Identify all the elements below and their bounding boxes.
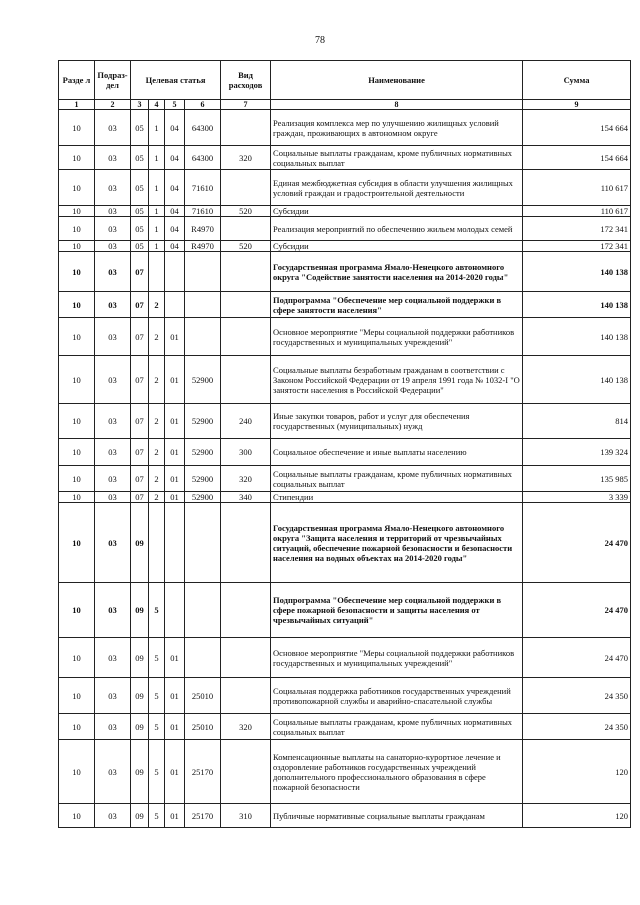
cell-activity: 01 xyxy=(165,492,185,503)
cell-podrazdel: 03 xyxy=(95,740,131,804)
cell-expense-type: 240 xyxy=(221,404,271,439)
cell-razdel: 10 xyxy=(59,714,95,740)
cell-program: 05 xyxy=(131,170,149,206)
cell-name: Социальные выплаты гражданам, кроме публичных нормативных социальных выплат xyxy=(271,466,523,492)
budget-table xyxy=(58,60,631,828)
cell-direction: R4970 xyxy=(185,241,221,252)
cell-name: Социальные выплаты гражданам, кроме публичных нормативных социальных выплат xyxy=(271,714,523,740)
cell-podrazdel: 03 xyxy=(95,638,131,678)
table-row xyxy=(59,170,631,206)
cell-expense-type xyxy=(221,583,271,638)
header-razdel: Разде л xyxy=(59,61,95,100)
cell-subprogram: 1 xyxy=(149,206,165,217)
cell-sum: 814 xyxy=(523,404,631,439)
cell-program: 07 xyxy=(131,318,149,356)
cell-program: 07 xyxy=(131,356,149,404)
cell-sum: 24 470 xyxy=(523,503,631,583)
cell-activity: 01 xyxy=(165,678,185,714)
cell-name: Реализация мероприятий по обеспечению жильем молодых семей xyxy=(271,217,523,241)
cell-expense-type: 300 xyxy=(221,439,271,466)
table-header-row xyxy=(59,61,631,100)
cell-razdel: 10 xyxy=(59,466,95,492)
table-row xyxy=(59,241,631,252)
cell-activity: 01 xyxy=(165,740,185,804)
cell-sum: 24 470 xyxy=(523,583,631,638)
table-row xyxy=(59,492,631,503)
header-vid: Вид расходов xyxy=(221,61,271,100)
cell-expense-type xyxy=(221,356,271,404)
col-number: 4 xyxy=(149,100,165,110)
cell-sum: 172 341 xyxy=(523,241,631,252)
cell-podrazdel: 03 xyxy=(95,110,131,146)
cell-razdel: 10 xyxy=(59,217,95,241)
cell-name: Государственная программа Ямало-Ненецкого автономного округа "Защита населения и территорий от чрезвычайных ситуаций, обеспечение пожарной безопасности и безопасности населения на водных объектах на 2014-2020 годы" xyxy=(271,503,523,583)
cell-sum: 140 138 xyxy=(523,318,631,356)
table-row xyxy=(59,740,631,804)
cell-expense-type: 520 xyxy=(221,206,271,217)
cell-sum: 120 xyxy=(523,740,631,804)
cell-subprogram: 2 xyxy=(149,356,165,404)
cell-podrazdel: 03 xyxy=(95,804,131,828)
cell-direction: 64300 xyxy=(185,110,221,146)
cell-program: 09 xyxy=(131,503,149,583)
cell-name: Социальные выплаты безработным гражданам в соответствии с Законом Российской Федерации от 19 апреля 1991 года № 1032-I "О занятости населения в Российской Федерации" xyxy=(271,356,523,404)
cell-name: Социальная поддержка работников государственных учреждений противопожарной службы и аварийно-спасательной службы xyxy=(271,678,523,714)
cell-sum: 139 324 xyxy=(523,439,631,466)
table-row xyxy=(59,804,631,828)
cell-program: 05 xyxy=(131,241,149,252)
cell-subprogram: 5 xyxy=(149,714,165,740)
cell-activity: 01 xyxy=(165,638,185,678)
cell-program: 05 xyxy=(131,110,149,146)
cell-name: Субсидии xyxy=(271,241,523,252)
cell-podrazdel: 03 xyxy=(95,146,131,170)
cell-direction: 52900 xyxy=(185,404,221,439)
cell-expense-type xyxy=(221,292,271,318)
cell-direction xyxy=(185,503,221,583)
cell-activity: 01 xyxy=(165,466,185,492)
cell-razdel: 10 xyxy=(59,404,95,439)
cell-razdel: 10 xyxy=(59,356,95,404)
cell-subprogram: 5 xyxy=(149,740,165,804)
table-body xyxy=(59,110,631,828)
cell-name: Основное мероприятие "Меры социальной поддержки работников государственных и муниципальных учреждений" xyxy=(271,638,523,678)
cell-sum: 120 xyxy=(523,804,631,828)
table-row xyxy=(59,583,631,638)
cell-direction xyxy=(185,583,221,638)
col-number: 6 xyxy=(185,100,221,110)
cell-name: Подпрограмма "Обеспечение мер социальной поддержки в сфере пожарной безопасности и защиты населения от чрезвычайных ситуаций" xyxy=(271,583,523,638)
cell-name: Основное мероприятие "Меры социальной поддержки работников государственных и муниципальных учреждений" xyxy=(271,318,523,356)
cell-expense-type: 310 xyxy=(221,804,271,828)
header-sum: Сумма xyxy=(523,61,631,100)
cell-razdel: 10 xyxy=(59,804,95,828)
cell-podrazdel: 03 xyxy=(95,356,131,404)
cell-name: Социальное обеспечение и иные выплаты населению xyxy=(271,439,523,466)
cell-expense-type xyxy=(221,318,271,356)
cell-razdel: 10 xyxy=(59,146,95,170)
table-row xyxy=(59,638,631,678)
cell-program: 05 xyxy=(131,217,149,241)
cell-podrazdel: 03 xyxy=(95,439,131,466)
cell-sum: 24 350 xyxy=(523,678,631,714)
cell-program: 09 xyxy=(131,638,149,678)
cell-name: Субсидии xyxy=(271,206,523,217)
cell-program: 07 xyxy=(131,252,149,292)
cell-direction: 71610 xyxy=(185,170,221,206)
cell-subprogram: 1 xyxy=(149,217,165,241)
cell-direction xyxy=(185,252,221,292)
cell-razdel: 10 xyxy=(59,252,95,292)
cell-expense-type xyxy=(221,503,271,583)
col-number: 3 xyxy=(131,100,149,110)
cell-podrazdel: 03 xyxy=(95,492,131,503)
cell-expense-type: 340 xyxy=(221,492,271,503)
table-row xyxy=(59,110,631,146)
cell-activity: 04 xyxy=(165,170,185,206)
cell-direction: 25010 xyxy=(185,678,221,714)
column-number-row xyxy=(59,100,631,110)
cell-razdel: 10 xyxy=(59,110,95,146)
cell-direction: 25010 xyxy=(185,714,221,740)
cell-subprogram: 2 xyxy=(149,439,165,466)
cell-subprogram: 2 xyxy=(149,292,165,318)
cell-podrazdel: 03 xyxy=(95,206,131,217)
cell-expense-type: 320 xyxy=(221,714,271,740)
cell-direction: 52900 xyxy=(185,466,221,492)
cell-direction xyxy=(185,318,221,356)
cell-direction: 25170 xyxy=(185,804,221,828)
cell-subprogram: 1 xyxy=(149,110,165,146)
cell-name: Публичные нормативные социальные выплаты гражданам xyxy=(271,804,523,828)
cell-razdel: 10 xyxy=(59,678,95,714)
cell-activity: 04 xyxy=(165,241,185,252)
col-number: 8 xyxy=(271,100,523,110)
cell-razdel: 10 xyxy=(59,206,95,217)
cell-podrazdel: 03 xyxy=(95,170,131,206)
cell-podrazdel: 03 xyxy=(95,678,131,714)
cell-sum: 24 470 xyxy=(523,638,631,678)
cell-razdel: 10 xyxy=(59,740,95,804)
table-row xyxy=(59,714,631,740)
cell-podrazdel: 03 xyxy=(95,404,131,439)
cell-expense-type xyxy=(221,678,271,714)
cell-subprogram: 2 xyxy=(149,466,165,492)
cell-program: 09 xyxy=(131,804,149,828)
cell-name: Реализация комплекса мер по улучшению жилищных условий граждан, проживающих в автономном округе xyxy=(271,110,523,146)
cell-program: 07 xyxy=(131,439,149,466)
col-number: 5 xyxy=(165,100,185,110)
cell-podrazdel: 03 xyxy=(95,252,131,292)
cell-name: Стипендии xyxy=(271,492,523,503)
cell-name: Иные закупки товаров, работ и услуг для обеспечения государственных (муниципальных) нужд xyxy=(271,404,523,439)
cell-subprogram: 5 xyxy=(149,678,165,714)
cell-direction: 25170 xyxy=(185,740,221,804)
cell-name: Социальные выплаты гражданам, кроме публичных нормативных социальных выплат xyxy=(271,146,523,170)
table-row xyxy=(59,678,631,714)
table-row xyxy=(59,318,631,356)
cell-subprogram: 1 xyxy=(149,170,165,206)
cell-activity: 01 xyxy=(165,404,185,439)
cell-subprogram xyxy=(149,252,165,292)
cell-razdel: 10 xyxy=(59,492,95,503)
cell-direction xyxy=(185,292,221,318)
cell-direction: 52900 xyxy=(185,492,221,503)
cell-name: Компенсационные выплаты на санаторно-курортное лечение и оздоровление работников государственных учреждений дополнительного профессионального образования в сфере пожарной безопасности xyxy=(271,740,523,804)
table-row xyxy=(59,439,631,466)
cell-sum: 3 339 xyxy=(523,492,631,503)
cell-podrazdel: 03 xyxy=(95,318,131,356)
cell-expense-type xyxy=(221,170,271,206)
cell-expense-type: 520 xyxy=(221,241,271,252)
cell-sum: 135 985 xyxy=(523,466,631,492)
cell-sum: 154 664 xyxy=(523,146,631,170)
cell-program: 05 xyxy=(131,206,149,217)
cell-razdel: 10 xyxy=(59,318,95,356)
table-row xyxy=(59,466,631,492)
cell-expense-type: 320 xyxy=(221,146,271,170)
col-number: 7 xyxy=(221,100,271,110)
cell-activity: 04 xyxy=(165,217,185,241)
cell-sum: 110 617 xyxy=(523,206,631,217)
cell-podrazdel: 03 xyxy=(95,466,131,492)
cell-expense-type xyxy=(221,217,271,241)
cell-program: 09 xyxy=(131,740,149,804)
cell-program: 07 xyxy=(131,492,149,503)
cell-razdel: 10 xyxy=(59,439,95,466)
cell-activity xyxy=(165,292,185,318)
cell-activity xyxy=(165,583,185,638)
cell-subprogram: 1 xyxy=(149,241,165,252)
cell-activity: 04 xyxy=(165,110,185,146)
cell-podrazdel: 03 xyxy=(95,241,131,252)
page-number: 78 xyxy=(315,35,325,46)
cell-name: Подпрограмма "Обеспечение мер социальной поддержки в сфере занятости населения" xyxy=(271,292,523,318)
cell-expense-type xyxy=(221,740,271,804)
col-number: 9 xyxy=(523,100,631,110)
cell-subprogram: 5 xyxy=(149,638,165,678)
cell-activity: 01 xyxy=(165,356,185,404)
cell-subprogram: 5 xyxy=(149,583,165,638)
cell-activity xyxy=(165,503,185,583)
cell-expense-type xyxy=(221,110,271,146)
cell-expense-type: 320 xyxy=(221,466,271,492)
cell-razdel: 10 xyxy=(59,583,95,638)
cell-razdel: 10 xyxy=(59,503,95,583)
cell-expense-type xyxy=(221,252,271,292)
cell-subprogram: 2 xyxy=(149,404,165,439)
cell-sum: 24 350 xyxy=(523,714,631,740)
cell-razdel: 10 xyxy=(59,241,95,252)
cell-subprogram: 2 xyxy=(149,318,165,356)
cell-program: 07 xyxy=(131,404,149,439)
cell-sum: 154 664 xyxy=(523,110,631,146)
cell-sum: 140 138 xyxy=(523,252,631,292)
table-row xyxy=(59,217,631,241)
cell-podrazdel: 03 xyxy=(95,714,131,740)
cell-activity: 01 xyxy=(165,318,185,356)
cell-name: Единая межбюджетная субсидия в области улучшения жилищных условий граждан и градостроительной деятельности xyxy=(271,170,523,206)
col-number: 2 xyxy=(95,100,131,110)
cell-razdel: 10 xyxy=(59,638,95,678)
header-target: Целевая статья xyxy=(131,61,221,100)
cell-sum: 140 138 xyxy=(523,356,631,404)
cell-direction: 52900 xyxy=(185,356,221,404)
cell-activity: 01 xyxy=(165,714,185,740)
cell-activity xyxy=(165,252,185,292)
cell-activity: 04 xyxy=(165,146,185,170)
cell-program: 09 xyxy=(131,678,149,714)
cell-podrazdel: 03 xyxy=(95,583,131,638)
cell-direction: R4970 xyxy=(185,217,221,241)
cell-subprogram: 2 xyxy=(149,492,165,503)
cell-podrazdel: 03 xyxy=(95,217,131,241)
cell-program: 07 xyxy=(131,292,149,318)
table-row xyxy=(59,146,631,170)
cell-subprogram: 1 xyxy=(149,146,165,170)
cell-sum: 140 138 xyxy=(523,292,631,318)
cell-program: 07 xyxy=(131,466,149,492)
table-row xyxy=(59,206,631,217)
header-name: Наименование xyxy=(271,61,523,100)
cell-activity: 04 xyxy=(165,206,185,217)
cell-activity: 01 xyxy=(165,439,185,466)
cell-sum: 172 341 xyxy=(523,217,631,241)
cell-expense-type xyxy=(221,638,271,678)
col-number: 1 xyxy=(59,100,95,110)
cell-podrazdel: 03 xyxy=(95,292,131,318)
cell-razdel: 10 xyxy=(59,292,95,318)
cell-activity: 01 xyxy=(165,804,185,828)
cell-name: Государственная программа Ямало-Ненецкого автономного округа "Содействие занятости населения на 2014-2020 годы" xyxy=(271,252,523,292)
cell-sum: 110 617 xyxy=(523,170,631,206)
cell-direction: 71610 xyxy=(185,206,221,217)
cell-direction xyxy=(185,638,221,678)
cell-program: 05 xyxy=(131,146,149,170)
cell-razdel: 10 xyxy=(59,170,95,206)
cell-program: 09 xyxy=(131,583,149,638)
table-row xyxy=(59,292,631,318)
table-row xyxy=(59,404,631,439)
cell-program: 09 xyxy=(131,714,149,740)
cell-subprogram: 5 xyxy=(149,804,165,828)
header-podrazdel: Подраз- дел xyxy=(95,61,131,100)
table-row xyxy=(59,356,631,404)
table-row xyxy=(59,503,631,583)
cell-direction: 52900 xyxy=(185,439,221,466)
cell-direction: 64300 xyxy=(185,146,221,170)
cell-subprogram xyxy=(149,503,165,583)
cell-podrazdel: 03 xyxy=(95,503,131,583)
table-row xyxy=(59,252,631,292)
